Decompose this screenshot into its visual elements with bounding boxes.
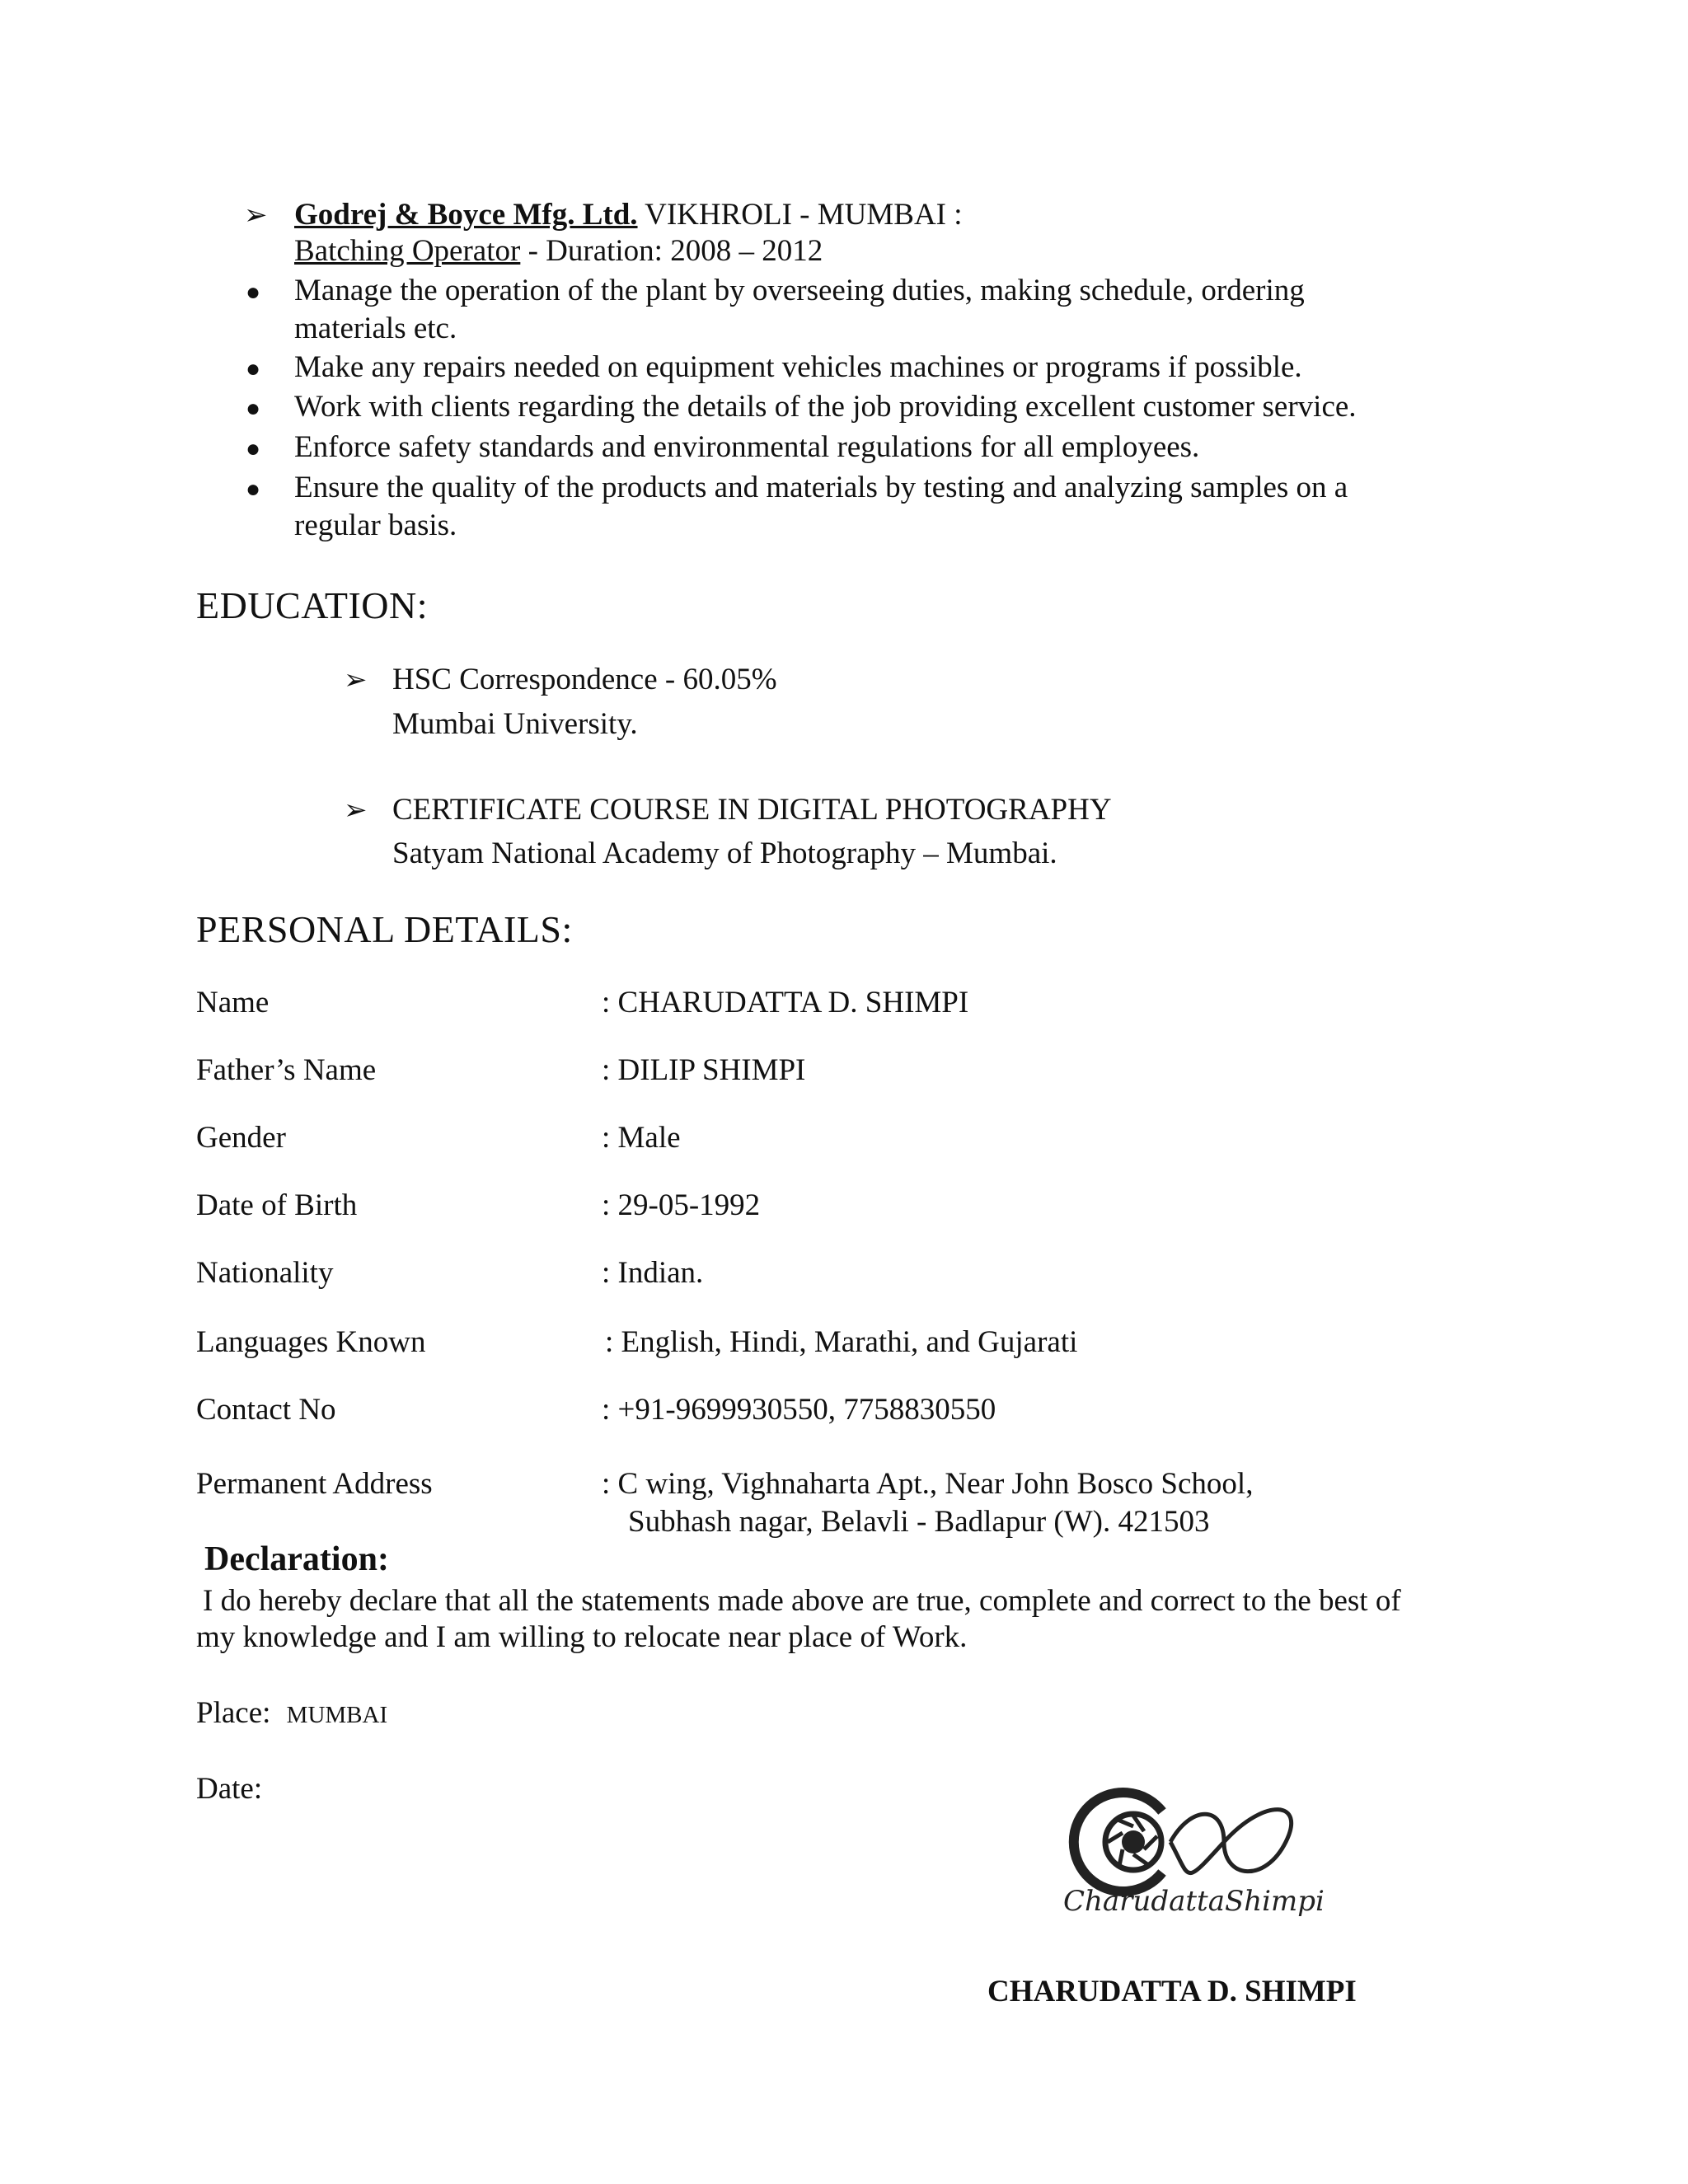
dot-bullet-icon: ● xyxy=(246,355,261,382)
role-title: Batching Operator xyxy=(294,234,521,268)
education-institution: Satyam National Academy of Photography – Mumbai. xyxy=(392,837,1057,870)
detail-value-dob: : 29-05-1992 xyxy=(602,1188,761,1222)
arrow-bullet-icon: ➢ xyxy=(244,199,268,232)
detail-value-father: : DILIP SHIMPI xyxy=(602,1053,806,1087)
detail-value-languages: : English, Hindi, Marathi, and Gujarati xyxy=(605,1325,1078,1359)
education-heading: EDUCATION: xyxy=(196,584,428,626)
detail-label-father: Father’s Name xyxy=(196,1053,377,1087)
signature-script: CharudattaShimpi xyxy=(1063,1885,1325,1918)
date-label: Date: xyxy=(196,1772,263,1806)
place-line xyxy=(196,1694,387,1734)
education-item: CERTIFICATE COURSE IN DIGITAL PHOTOGRAPHY xyxy=(392,793,1112,827)
duty-item: Ensure the quality of the products and materials by testing and analyzing samples on a xyxy=(294,471,1348,504)
place-value: MUMBAI xyxy=(286,1702,388,1728)
arrow-bullet-icon: ➢ xyxy=(344,794,368,827)
education-item: HSC Correspondence - 60.05% xyxy=(392,663,777,696)
personal-details-heading: PERSONAL DETAILS: xyxy=(196,908,573,950)
detail-value-address: : C wing, Vighnaharta Apt., Near John Bosco School, xyxy=(602,1467,1254,1501)
detail-label-nationality: Nationality xyxy=(196,1256,334,1290)
duty-item: Work with clients regarding the details of the job providing excellent customer service. xyxy=(294,390,1357,424)
dot-bullet-icon: ● xyxy=(246,395,261,422)
dot-bullet-icon: ● xyxy=(246,476,261,503)
detail-label-gender: Gender xyxy=(196,1121,286,1155)
duty-item-continued: materials etc. xyxy=(294,312,457,345)
declaration-heading: Declaration: xyxy=(204,1540,389,1578)
company-name: Godrej & Boyce Mfg. Ltd. xyxy=(294,198,638,232)
detail-value-contact: : +91-9699930550, 7758830550 xyxy=(602,1393,996,1427)
detail-label-name: Name xyxy=(196,986,270,1019)
dot-bullet-icon: ● xyxy=(246,435,261,462)
signature-logo xyxy=(1055,1772,1335,1929)
experience-role-line xyxy=(294,232,823,270)
detail-label-contact: Contact No xyxy=(196,1393,336,1427)
detail-value-nationality: : Indian. xyxy=(602,1256,704,1290)
company-location: VIKHROLI - MUMBAI : xyxy=(645,198,963,232)
declaration-text-continued: my knowledge and I am willing to relocate near place of Work. xyxy=(196,1620,968,1654)
dot-bullet-icon: ● xyxy=(246,279,261,306)
declaration-text: I do hereby declare that all the statements made above are true, complete and correct to the best of xyxy=(203,1584,1401,1618)
detail-label-dob: Date of Birth xyxy=(196,1188,358,1222)
duty-item: Enforce safety standards and environmental regulations for all employees. xyxy=(294,430,1200,464)
detail-value-address-continued: Subhash nagar, Belavli - Badlapur (W). 421503 xyxy=(628,1505,1210,1539)
experience-header xyxy=(294,196,963,234)
detail-value-name: : CHARUDATTA D. SHIMPI xyxy=(602,986,969,1019)
signatory-name: CHARUDATTA D. SHIMPI xyxy=(987,1975,1357,2008)
arrow-bullet-icon: ➢ xyxy=(344,663,368,696)
duty-item: Make any repairs needed on equipment vehicles machines or programs if possible. xyxy=(294,350,1302,384)
duty-item-continued: regular basis. xyxy=(294,509,457,542)
detail-value-gender: : Male xyxy=(602,1121,681,1155)
education-institution: Mumbai University. xyxy=(392,707,638,741)
detail-label-address: Permanent Address xyxy=(196,1467,433,1501)
role-duration: - Duration: 2008 – 2012 xyxy=(528,234,823,268)
place-label: Place: xyxy=(196,1696,271,1730)
camera-infinity-logo-icon xyxy=(1055,1772,1335,1929)
detail-label-languages: Languages Known xyxy=(196,1325,426,1359)
duty-item: Manage the operation of the plant by overseeing duties, making schedule, ordering xyxy=(294,274,1305,307)
